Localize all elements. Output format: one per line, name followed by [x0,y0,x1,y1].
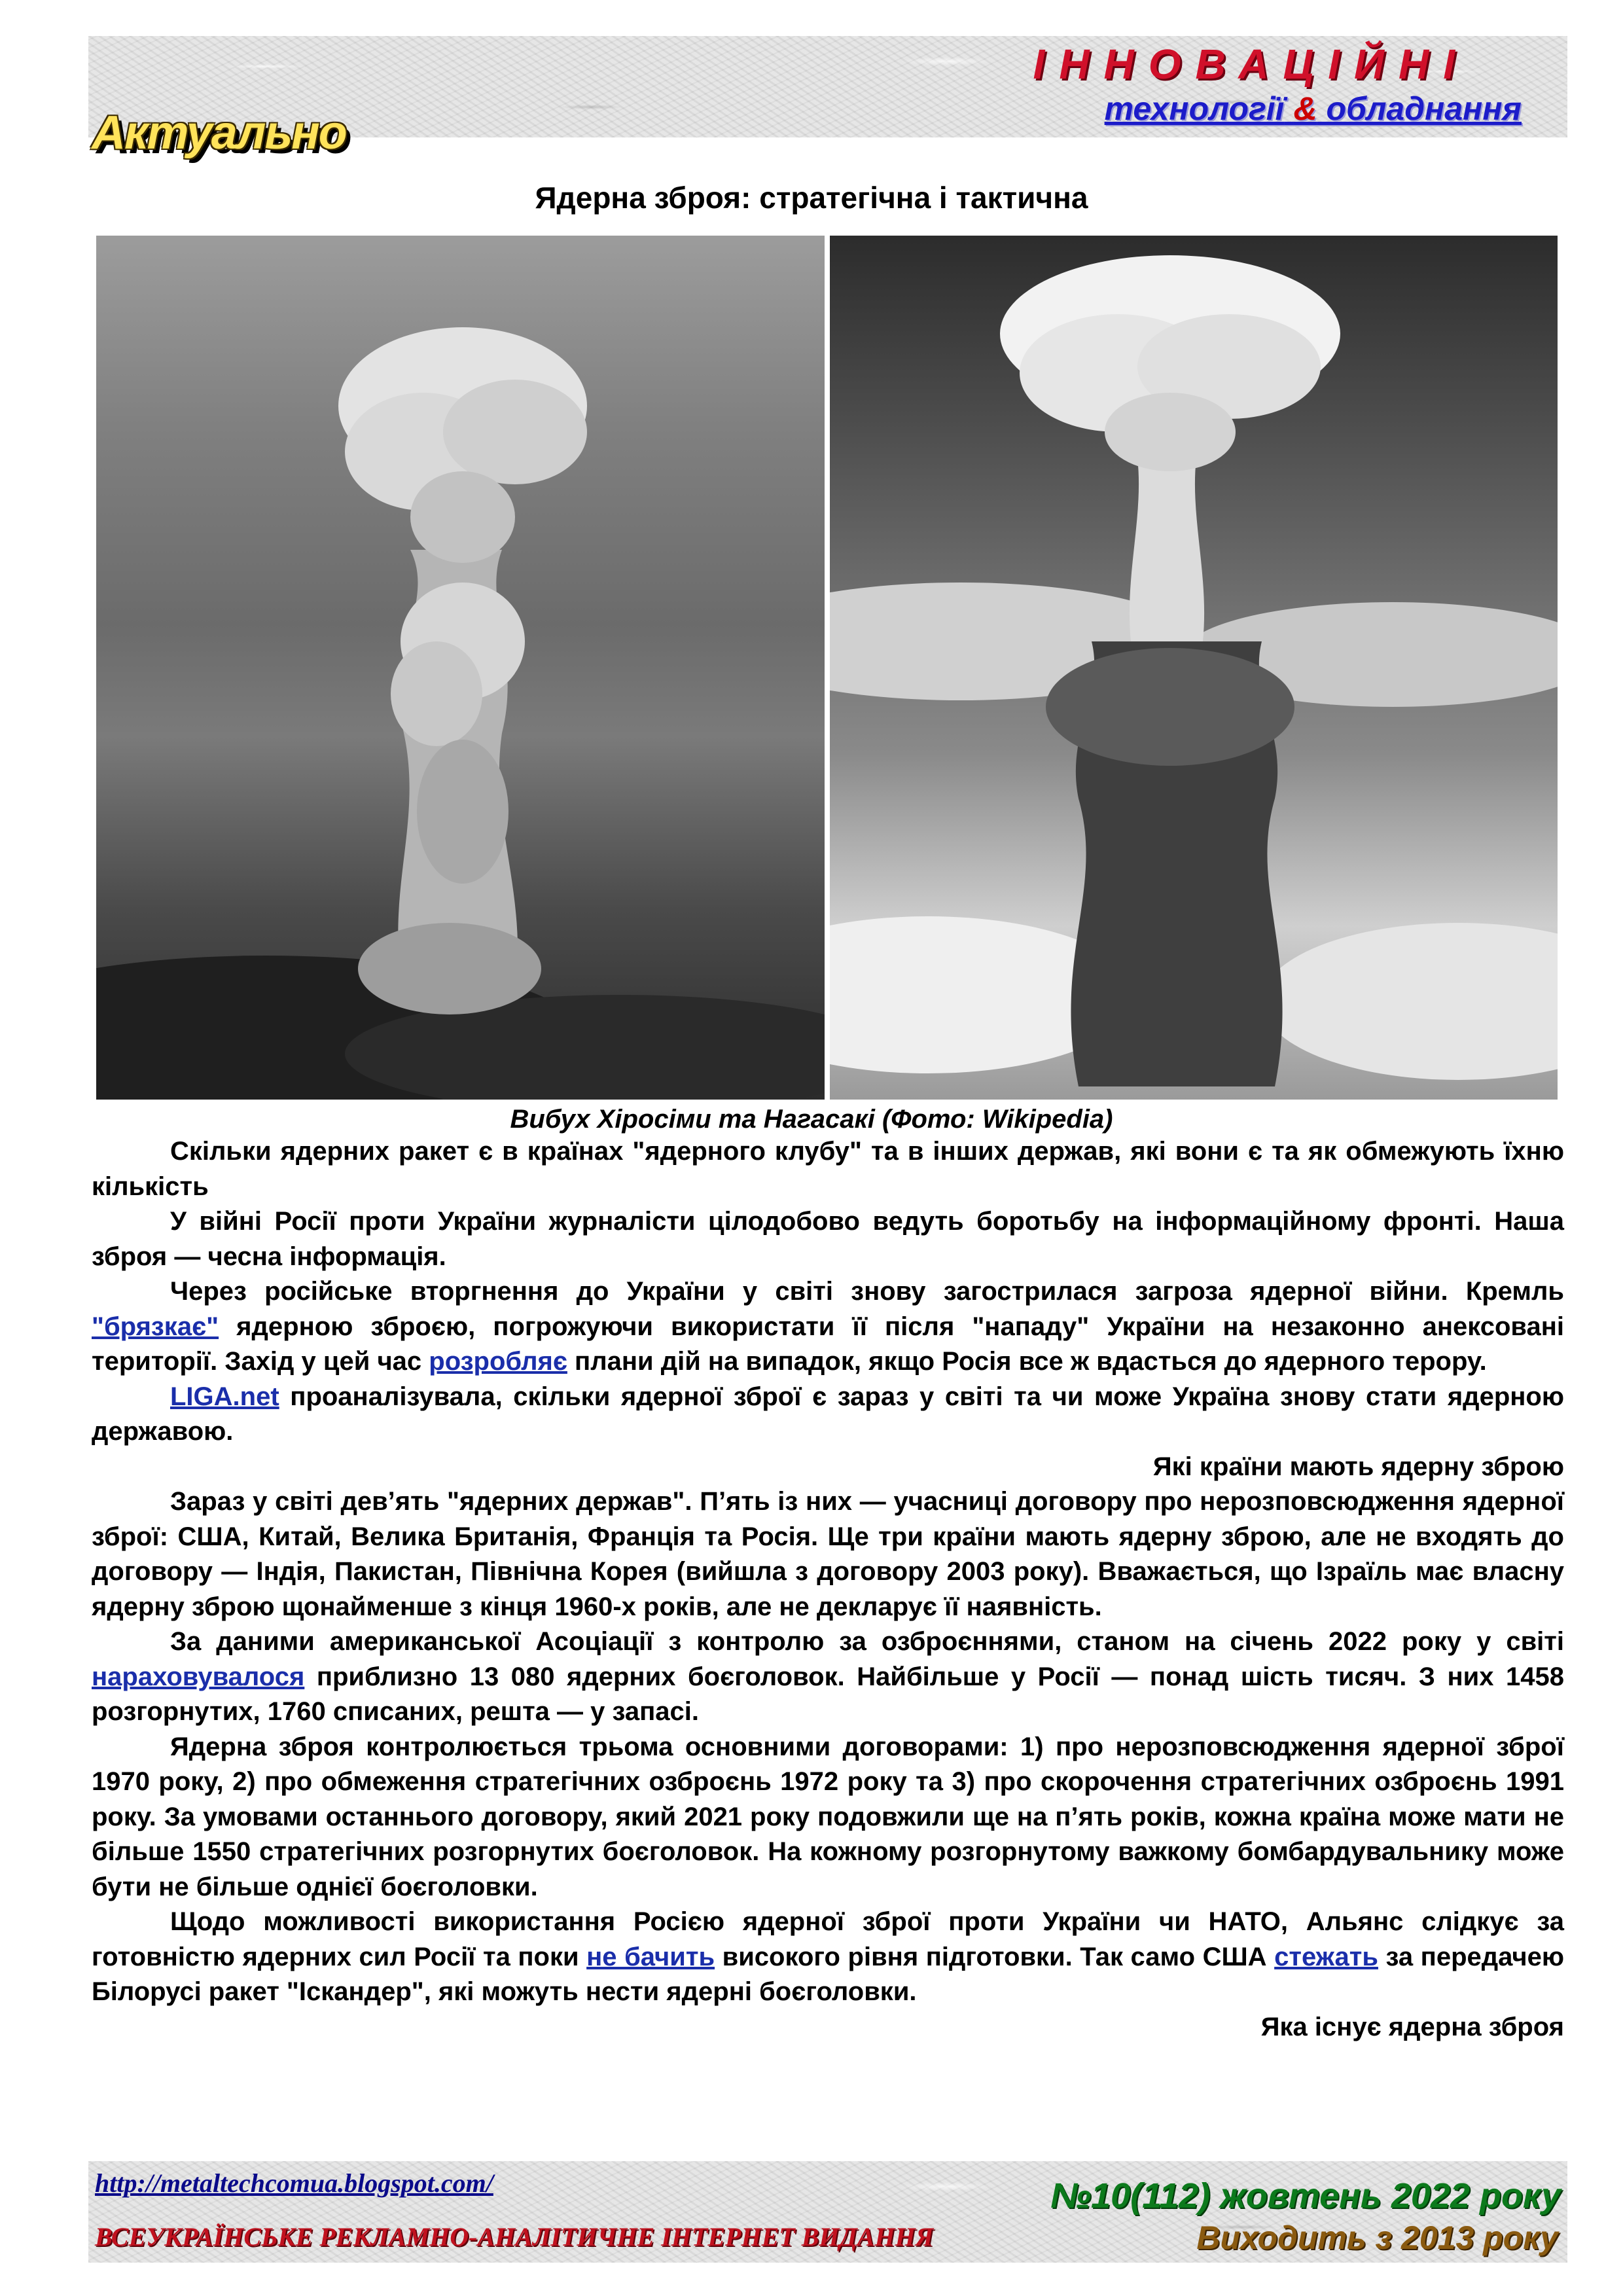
article-lead-paragraph: Скільки ядерних ракет є в країнах "ядерного клубу" та в інших держав, які вони є та як обмежують їхню кількість [92,1137,1564,1201]
link-narakhovuvalosya[interactable]: нараховувалося [92,1662,305,1691]
hiroshima-explosion-photo [96,236,825,1100]
brand-subtitle-ampersand: & [1293,90,1317,127]
brand-subtitle-technologies: технології [1104,90,1285,127]
section-heading-nuclear-countries: Які країни мають ядерну зброю [1152,1452,1564,1481]
footer-publisher: ВСЕУКРАЇНСЬКЕ РЕКЛАМНО-АНАЛІТИЧНЕ ІНТЕРНЕТ ВИДАННЯ [95,2222,934,2251]
paragraph-text: За даними американської Асоціації з контролю за озброєннями, станом на січень 2022 року у світі [170,1627,1564,1656]
paragraph-text: проаналізувала, скільки ядерної зброї є зараз у світі та чи може Україна знову стати ядерною державою. [92,1382,1564,1446]
brand-subtitle-equipment: обладнання [1326,90,1522,127]
paragraph-text: приблизно 13 080 ядерних боєголовок. Найбільше у Росії — понад шість тисяч. З них 1458 розгорнутих, 1760 списаних, решта — у запасі. [92,1662,1564,1726]
footer-site-link[interactable]: http://metaltechcomua.blogspot.com/ [95,2168,493,2198]
section-heading-weapon-types: Яка існує ядерна зброя [1260,2012,1564,2041]
article-title: Ядерна зброя: стратегічна і тактична [535,181,1088,215]
footer-banner [88,2161,1567,2263]
article-body [92,1134,1564,2045]
paragraph-text: високого рівня підготовки. Так само США [715,1942,1275,1971]
article-paragraph: У війні Росії проти України журналісти цілодобово ведуть боротьбу на інформаційному фронті. Наша зброя — чесна інформація. [92,1207,1564,1271]
article-paragraph [92,1624,1564,1730]
article-paragraph [92,1380,1564,1450]
article-paragraph: Зараз у світі дев’ять "ядерних держав". П’ять із них — учасниці договору про нерозповсюдження ядерної зброї: США, Китай, Велика Британія, Франція та Росія. Ще три країни мають ядерну зброю, але не входять до договору — Індія, Пакистан, Північна Корея (вийшла з договору 2003 року). Вважається, що Ізраїль має власну ядерну зброю щонайменше з кінця 1960-х років, але не декларує її наявність. [92,1487,1564,1621]
footer-since-year: Виходить з 2013 року [1196,2219,1558,2256]
article-paragraph [92,1274,1564,1380]
link-rozroblyaye[interactable]: розробляє [429,1347,567,1376]
section-label: Актуально [92,107,346,159]
link-stezhat[interactable]: стежать [1274,1942,1378,1971]
footer-issue-number: №10(112) жовтень 2022 року [1050,2176,1561,2215]
link-bryazkaye[interactable]: "брязкає" [92,1312,219,1341]
link-liga-net[interactable]: LIGA.net [170,1382,279,1411]
paragraph-text: Щодо можливості використання Росією ядерної зброї проти України чи НАТО, Альянс слідкує за готовністю ядерних сил Росії та поки [92,1907,1564,1971]
paragraph-text: Через російське вторгнення до України у світі знову загострилася загроза ядерної війни. Кремль [170,1277,1564,1306]
link-ne-bachyt[interactable]: не бачить [586,1942,715,1971]
hiroshima-cloud-graphic [96,236,825,1100]
paragraph-text: ядерною зброєю, погрожуючи використати її після "нападу" України на незаконно анексовані території. Захід у цей час [92,1312,1564,1376]
paragraph-text: плани дій на випадок, якщо Росія все ж вдасться до ядерного терору. [567,1347,1487,1376]
article-paragraph [92,1905,1564,2010]
nagasaki-cloud-graphic [830,236,1558,1100]
paragraph-text: за передачею Білорусі ракет "Іскандер", які можуть нести ядерні боєголовки. [92,1942,1565,2006]
brand-title: ІННОВАЦІЙНІ [1033,41,1469,88]
brand-subtitle [1105,90,1522,128]
article-paragraph: Ядерна зброя контролюється трьома основними договорами: 1) про нерозповсюдження ядерної зброї 1970 року, 2) про обмеження стратегічних озброєнь 1972 року та 3) про скорочення стратегічних озброєнь 1991 року. За умовами останнього договору, який 2021 року подовжили ще на п’ять років, кожна країна може мати не більше 1550 стратегічних розгорнутих боєголовок. На кожному розгорнутому важкому бомбардувальнику може бути не більше однієї боєголовки. [92,1732,1564,1901]
photo-caption: Вибух Хіросіми та Нагасакі (Фото: Wikipedia) [510,1105,1113,1134]
nagasaki-explosion-photo [830,236,1558,1100]
